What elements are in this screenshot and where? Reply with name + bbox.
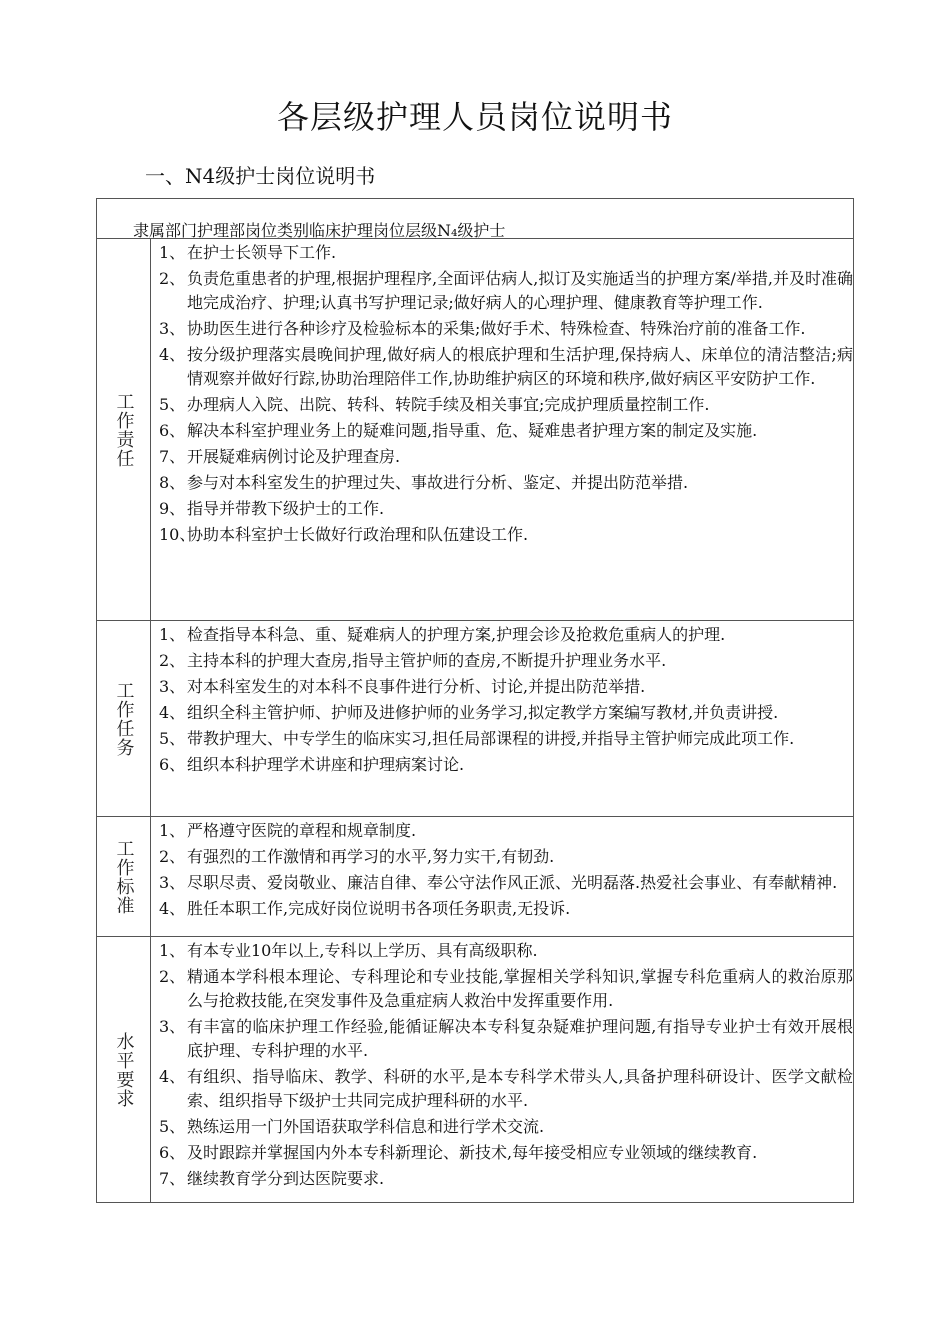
- item-number: 4、: [159, 345, 186, 364]
- item-number: 1、: [159, 821, 186, 840]
- item-number: 4、: [159, 1067, 186, 1086]
- item-number: 5、: [159, 1117, 186, 1136]
- list-item: [159, 317, 853, 341]
- item-number: 7、: [159, 1169, 186, 1188]
- document-title: 各层级护理人员岗位说明书: [276, 98, 673, 136]
- item-text: 胜任本职工作,完成好岗位说明书各项任务职责,无投诉.: [187, 899, 571, 918]
- item-number: 5、: [159, 729, 186, 748]
- section-label: 工作责任: [113, 391, 135, 468]
- list-item: [159, 1115, 853, 1139]
- list-item: [159, 267, 853, 315]
- list-item: [159, 523, 853, 547]
- section-label-cell: [97, 239, 151, 620]
- item-number: 2、: [159, 269, 186, 288]
- item-number: 6、: [159, 755, 186, 774]
- item-number: 5、: [159, 395, 186, 414]
- list-item: [159, 727, 853, 751]
- item-text: 对本科室发生的对本科不良事件进行分析、讨论,并提出防范举措.: [187, 677, 646, 696]
- section-work-tasks: [97, 621, 853, 817]
- item-number: 4、: [159, 703, 186, 722]
- section-label-cell: [97, 817, 151, 936]
- item-number: 3、: [159, 1017, 186, 1036]
- item-text: 检查指导本科急、重、疑难病人的护理方案,护理会诊及抢救危重病人的护理.: [187, 625, 726, 644]
- list-item: [159, 753, 853, 777]
- item-number: 3、: [159, 677, 186, 696]
- item-number: 2、: [159, 967, 186, 986]
- item-text: 有组织、指导临床、教学、科研的水平,是本专科学术带头人,具备护理科研设计、医学文献检索、组织指导下级护士共同完成护理科研的水平.: [187, 1067, 853, 1110]
- item-text: 熟练运用一门外国语获取学科信息和进行学术交流.: [187, 1117, 545, 1136]
- item-text: 解决本科室护理业务上的疑难问题,指导重、危、疑难患者护理方案的制定及实施.: [187, 421, 758, 440]
- item-text: 参与对本科室发生的护理过失、事故进行分析、鉴定、并提出防范举措.: [187, 473, 689, 492]
- item-number: 3、: [159, 319, 186, 338]
- list-item: [159, 897, 853, 921]
- section-label-cell: [97, 937, 151, 1202]
- item-list: [159, 939, 853, 1193]
- item-number: 1、: [159, 243, 186, 262]
- item-text: 组织全科主管护师、护师及进修护师的业务学习,拟定教学方案编写教材,并负责讲授.: [187, 703, 779, 722]
- list-item: [159, 1141, 853, 1165]
- item-number: 9、: [159, 499, 186, 518]
- item-text: 有丰富的临床护理工作经验,能循证解决本专科复杂疑难护理问题,有指导专业护士有效开展根底护理、专科护理的水平.: [187, 1017, 853, 1060]
- list-item: [159, 471, 853, 495]
- table-header-row: [97, 199, 853, 239]
- item-text: 负责危重患者的护理,根据护理程序,全面评估病人,拟订及实施适当的护理方案/举措,并及时准确地完成治疗、护理;认真书写护理记录;做好病人的心理护理、健康教育等护理工作.: [187, 269, 853, 312]
- item-text: 在护士长领导下工作.: [187, 243, 337, 262]
- section-ability-requirements: [97, 937, 853, 1202]
- list-item: [159, 445, 853, 469]
- item-number: 6、: [159, 1143, 186, 1162]
- item-number: 1、: [159, 941, 186, 960]
- list-item: [159, 419, 853, 443]
- section-label: 水平要求: [113, 1031, 135, 1108]
- item-text: 有强烈的工作激情和再学习的水平,努力实干,有韧劲.: [187, 847, 555, 866]
- item-number: 10、: [159, 525, 196, 544]
- table-header-text: 隶属部门护理部岗位类别临床护理岗位层级N₄级护士: [133, 221, 506, 240]
- section-label: 工作标准: [113, 838, 135, 915]
- list-item: [159, 241, 853, 265]
- item-text: 及时跟踪并掌握国内外本专科新理论、新技术,每年接受相应专业领域的继续教育.: [187, 1143, 758, 1162]
- job-description-table: [96, 198, 854, 1203]
- list-item: [159, 343, 853, 391]
- item-number: 3、: [159, 873, 186, 892]
- item-text: 尽职尽责、爱岗敬业、廉洁自律、奉公守法作风正派、光明磊落.热爱社会事业、有奉献精神.: [187, 873, 838, 892]
- item-number: 4、: [159, 899, 186, 918]
- item-text: 精通本学科根本理论、专科理论和专业技能,掌握相关学科知识,掌握专科危重病人的救治原那么与抢救技能,在突发事件及急重症病人救治中发挥重要作用.: [187, 967, 853, 1010]
- item-text: 带教护理大、中专学生的临床实习,担任局部课程的讲授,并指导主管护师完成此项工作.: [187, 729, 795, 748]
- list-item: [159, 965, 853, 1013]
- item-text: 主持本科的护理大查房,指导主管护师的查房,不断提升护理业务水平.: [187, 651, 667, 670]
- section-label-cell: [97, 621, 151, 816]
- section-label: 工作任务: [113, 680, 135, 757]
- item-text: 继续教育学分到达医院要求.: [187, 1169, 385, 1188]
- list-item: [159, 701, 853, 725]
- list-item: [159, 623, 853, 647]
- section-work-responsibility: [97, 239, 853, 621]
- list-item: [159, 1065, 853, 1113]
- list-item: [159, 675, 853, 699]
- item-text: 办理病人入院、出院、转科、转院手续及相关事宜;完成护理质量控制工作.: [187, 395, 710, 414]
- item-text: 协助本科室护士长做好行政治理和队伍建设工作.: [187, 525, 529, 544]
- list-item: [159, 1015, 853, 1063]
- list-item: [159, 1167, 853, 1191]
- item-text: 指导并带教下级护士的工作.: [187, 499, 385, 518]
- item-text: 组织本科护理学术讲座和护理病案讨论.: [187, 755, 465, 774]
- item-number: 7、: [159, 447, 186, 466]
- item-text: 开展疑难病例讨论及护理查房.: [187, 447, 401, 466]
- item-number: 1、: [159, 625, 186, 644]
- item-number: 8、: [159, 473, 186, 492]
- item-number: 2、: [159, 847, 186, 866]
- list-item: [159, 939, 853, 963]
- list-item: [159, 393, 853, 417]
- item-number: 2、: [159, 651, 186, 670]
- item-list: [159, 819, 853, 923]
- list-item: [159, 649, 853, 673]
- list-item: [159, 819, 853, 843]
- item-text: 按分级护理落实晨晚间护理,做好病人的根底护理和生活护理,保持病人、床单位的清洁整洁;病情观察并做好行踪,协助治理陪伴工作,协助维护病区的环境和秩序,做好病区平安防护工作.: [187, 345, 853, 388]
- item-text: 协助医生进行各种诊疗及检验标本的采集;做好手术、特殊检查、特殊治疗前的准备工作.: [187, 319, 806, 338]
- item-number: 6、: [159, 421, 186, 440]
- item-list: [159, 623, 853, 779]
- list-item: [159, 497, 853, 521]
- section-work-standards: [97, 817, 853, 937]
- list-item: [159, 845, 853, 869]
- list-item: [159, 871, 853, 895]
- item-text: 严格遵守医院的章程和规章制度.: [187, 821, 417, 840]
- item-text: 有本专业10年以上,专科以上学历、具有高级职称.: [187, 941, 538, 960]
- item-list: [159, 241, 853, 549]
- section-heading: 一、N4级护士岗位说明书: [145, 164, 376, 188]
